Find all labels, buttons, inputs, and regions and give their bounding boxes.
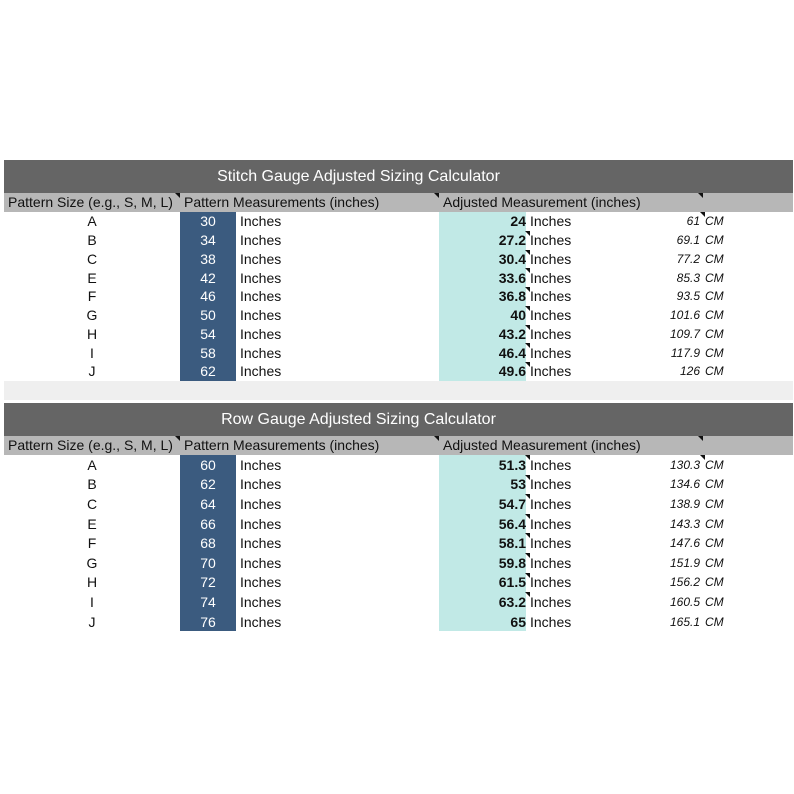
table-row <box>4 250 793 269</box>
adjusted-measurement-cell[interactable] <box>439 533 526 553</box>
table-row <box>4 325 793 344</box>
note-marker-icon <box>698 193 703 198</box>
centimeter-unit-cell[interactable]: CM <box>705 214 724 229</box>
adjusted-value: 53 <box>510 476 526 493</box>
adjusted-value: 24 <box>510 213 526 230</box>
pattern-unit-cell[interactable]: Inches <box>240 269 282 286</box>
centimeter-value-cell[interactable] <box>604 533 700 553</box>
adjusted-measurement-cell[interactable] <box>439 514 526 534</box>
cm-value: 151.9 <box>669 555 700 570</box>
adjusted-unit-cell[interactable]: Inches <box>530 515 572 532</box>
pattern-unit-cell[interactable]: Inches <box>240 344 282 361</box>
pattern-measurement-cell[interactable]: 46 <box>180 287 236 306</box>
adjusted-unit-cell[interactable]: Inches <box>530 593 572 610</box>
adjusted-unit-cell[interactable]: Inches <box>530 232 572 249</box>
pattern-unit-cell[interactable]: Inches <box>240 325 282 342</box>
adjusted-measurement-cell[interactable] <box>439 475 526 495</box>
table-row <box>4 612 793 632</box>
centimeter-unit-cell[interactable]: CM <box>705 289 724 304</box>
adjusted-measurement-cell[interactable] <box>439 612 526 632</box>
table-row <box>4 455 793 475</box>
table-row <box>4 494 793 514</box>
adjusted-value: 58.1 <box>498 535 526 552</box>
centimeter-unit-cell[interactable]: CM <box>705 251 724 266</box>
centimeter-unit-cell[interactable]: CM <box>705 364 724 379</box>
pattern-unit-cell[interactable]: Inches <box>240 288 282 305</box>
centimeter-value-cell[interactable] <box>604 343 700 362</box>
cm-value: 138.9 <box>669 496 700 511</box>
adjusted-measurement-cell[interactable] <box>439 287 526 306</box>
pattern-unit-cell[interactable]: Inches <box>240 515 282 532</box>
centimeter-unit-cell[interactable]: CM <box>705 496 724 511</box>
cm-value: 134.6 <box>669 477 700 492</box>
centimeter-value-cell[interactable] <box>604 592 700 612</box>
centimeter-unit-cell[interactable]: CM <box>705 326 724 341</box>
pattern-measurement-cell[interactable]: 34 <box>180 231 236 250</box>
pattern-measurement-cell[interactable]: 50 <box>180 306 236 325</box>
adjusted-value: 30.4 <box>498 250 526 267</box>
adjusted-measurement-cell[interactable] <box>439 212 526 231</box>
cm-value: 143.3 <box>669 516 700 531</box>
adjusted-unit-cell[interactable]: Inches <box>530 495 572 512</box>
column-header-row <box>4 436 793 455</box>
pattern-unit-cell[interactable]: Inches <box>240 574 282 591</box>
size-cell[interactable]: C <box>86 250 98 267</box>
header-pattern-size[interactable]: Pattern Size (e.g., S, M, L) <box>8 194 173 210</box>
size-cell[interactable]: C <box>86 495 98 512</box>
note-marker-icon <box>175 193 180 198</box>
header-adjusted-measurement[interactable]: Adjusted Measurement (inches) <box>443 194 641 210</box>
size-cell[interactable]: J <box>88 363 96 380</box>
centimeter-unit-cell[interactable]: CM <box>705 233 724 248</box>
table-row <box>4 533 793 553</box>
pattern-unit-cell[interactable]: Inches <box>240 232 282 249</box>
table-row <box>4 268 793 287</box>
cm-value: 109.7 <box>669 326 700 341</box>
centimeter-unit-cell[interactable]: CM <box>705 614 724 629</box>
pattern-unit-cell[interactable]: Inches <box>240 363 282 380</box>
centimeter-value-cell[interactable] <box>604 455 700 475</box>
pattern-measurement-cell[interactable]: 54 <box>180 325 236 344</box>
centimeter-unit-cell[interactable]: CM <box>705 345 724 360</box>
centimeter-unit-cell[interactable]: CM <box>705 536 724 551</box>
centimeter-value-cell[interactable] <box>604 250 700 269</box>
adjusted-unit-cell[interactable]: Inches <box>530 456 572 473</box>
pattern-unit-cell[interactable]: Inches <box>240 476 282 493</box>
size-cell[interactable]: I <box>90 344 94 361</box>
table-row <box>4 212 793 231</box>
adjusted-value: 46.4 <box>498 344 526 361</box>
pattern-measurement-cell[interactable]: 60 <box>180 455 236 475</box>
table-row <box>4 287 793 306</box>
pattern-unit-cell[interactable]: Inches <box>240 535 282 552</box>
centimeter-unit-cell[interactable]: CM <box>705 594 724 609</box>
size-cell[interactable]: A <box>87 213 97 230</box>
header-adjusted-measurement[interactable]: Adjusted Measurement (inches) <box>443 437 641 453</box>
pattern-measurement-cell[interactable]: 30 <box>180 212 236 231</box>
cm-value: 130.3 <box>669 457 700 472</box>
adjusted-unit-cell[interactable]: Inches <box>530 574 572 591</box>
cm-value: 126 <box>679 364 700 379</box>
data-rows <box>4 212 793 381</box>
table-row <box>4 231 793 250</box>
pattern-measurement-cell[interactable]: 42 <box>180 268 236 287</box>
column-header-row <box>4 193 793 212</box>
adjusted-measurement-cell[interactable] <box>439 362 526 381</box>
data-rows <box>4 455 793 631</box>
cm-value: 85.3 <box>676 270 700 285</box>
cm-value: 69.1 <box>676 233 700 248</box>
centimeter-value-cell[interactable] <box>604 306 700 325</box>
adjusted-value: 54.7 <box>498 495 526 512</box>
adjusted-value: 56.4 <box>498 515 526 532</box>
size-cell[interactable]: B <box>87 232 97 249</box>
header-pattern-measurements[interactable]: Pattern Measurements (inches) <box>184 437 380 453</box>
size-cell[interactable]: F <box>87 535 97 552</box>
pattern-measurement-cell[interactable]: 62 <box>180 362 236 381</box>
adjusted-unit-cell[interactable]: Inches <box>530 613 572 630</box>
centimeter-unit-cell[interactable]: CM <box>705 457 724 472</box>
pattern-measurement-cell[interactable]: 68 <box>180 533 236 553</box>
pattern-measurement-cell[interactable]: 74 <box>180 592 236 612</box>
adjusted-measurement-cell[interactable] <box>439 553 526 573</box>
adjusted-measurement-cell[interactable] <box>439 306 526 325</box>
adjusted-measurement-cell[interactable] <box>439 231 526 250</box>
size-cell[interactable]: E <box>87 269 97 286</box>
table-row <box>4 343 793 362</box>
centimeter-value-cell[interactable] <box>604 494 700 514</box>
size-cell[interactable]: B <box>87 476 97 493</box>
adjusted-value: 40 <box>510 307 526 324</box>
adjusted-value: 51.3 <box>498 456 526 473</box>
cm-value: 160.5 <box>669 594 700 609</box>
size-cell[interactable]: E <box>87 515 97 532</box>
centimeter-unit-cell[interactable]: CM <box>705 575 724 590</box>
row-gauge-calculator <box>4 403 793 631</box>
pattern-measurement-cell[interactable]: 70 <box>180 553 236 573</box>
adjusted-unit-cell[interactable]: Inches <box>530 363 572 380</box>
adjusted-measurement-cell[interactable] <box>439 343 526 362</box>
header-pattern-measurements[interactable]: Pattern Measurements (inches) <box>184 194 380 210</box>
adjusted-unit-cell[interactable]: Inches <box>530 250 572 267</box>
adjusted-value: 61.5 <box>498 574 526 591</box>
centimeter-value-cell[interactable] <box>604 212 700 231</box>
size-cell[interactable]: G <box>86 554 98 571</box>
calculator-title: Row Gauge Adjusted Sizing Calculator <box>4 403 793 436</box>
pattern-unit-cell[interactable]: Inches <box>240 593 282 610</box>
centimeter-value-cell[interactable] <box>604 268 700 287</box>
table-row <box>4 306 793 325</box>
pattern-measurement-cell[interactable]: 58 <box>180 343 236 362</box>
cm-value: 77.2 <box>676 251 700 266</box>
size-cell[interactable]: G <box>86 307 98 324</box>
adjusted-unit-cell[interactable]: Inches <box>530 535 572 552</box>
centimeter-value-cell[interactable] <box>604 612 700 632</box>
centimeter-value-cell[interactable] <box>604 553 700 573</box>
adjusted-value: 49.6 <box>498 363 526 380</box>
adjusted-unit-cell[interactable]: Inches <box>530 344 572 361</box>
adjusted-measurement-cell[interactable] <box>439 494 526 514</box>
adjusted-value: 33.6 <box>498 269 526 286</box>
centimeter-unit-cell[interactable]: CM <box>705 516 724 531</box>
adjusted-measurement-cell[interactable] <box>439 592 526 612</box>
pattern-unit-cell[interactable]: Inches <box>240 554 282 571</box>
pattern-measurement-cell[interactable]: 66 <box>180 514 236 534</box>
size-cell[interactable]: A <box>87 456 97 473</box>
adjusted-unit-cell[interactable]: Inches <box>530 288 572 305</box>
table-row <box>4 475 793 495</box>
cm-value: 101.6 <box>669 308 700 323</box>
adjusted-unit-cell[interactable]: Inches <box>530 307 572 324</box>
cm-value: 156.2 <box>669 575 700 590</box>
centimeter-value-cell[interactable] <box>604 287 700 306</box>
pattern-measurement-cell[interactable]: 38 <box>180 250 236 269</box>
centimeter-unit-cell[interactable]: CM <box>705 477 724 492</box>
adjusted-unit-cell[interactable]: Inches <box>530 213 572 230</box>
pattern-unit-cell[interactable]: Inches <box>240 250 282 267</box>
size-cell[interactable]: F <box>87 288 97 305</box>
adjusted-unit-cell[interactable]: Inches <box>530 325 572 342</box>
table-row <box>4 553 793 573</box>
adjusted-unit-cell[interactable]: Inches <box>530 269 572 286</box>
adjusted-measurement-cell[interactable] <box>439 325 526 344</box>
pattern-unit-cell[interactable]: Inches <box>240 307 282 324</box>
calculator-title: Stitch Gauge Adjusted Sizing Calculator <box>4 160 793 193</box>
adjusted-value: 63.2 <box>498 593 526 610</box>
adjusted-value: 65 <box>510 613 526 630</box>
centimeter-unit-cell[interactable]: CM <box>705 555 724 570</box>
centimeter-value-cell[interactable] <box>604 573 700 593</box>
centimeter-unit-cell[interactable]: CM <box>705 270 724 285</box>
adjusted-measurement-cell[interactable] <box>439 250 526 269</box>
table-row <box>4 514 793 534</box>
adjusted-value: 43.2 <box>498 325 526 342</box>
cm-value: 61 <box>686 214 700 229</box>
size-cell[interactable]: J <box>88 613 96 630</box>
size-cell[interactable]: H <box>86 574 98 591</box>
pattern-unit-cell[interactable]: Inches <box>240 613 282 630</box>
size-cell[interactable]: I <box>90 593 94 610</box>
cm-value: 147.6 <box>669 536 700 551</box>
pattern-unit-cell[interactable]: Inches <box>240 456 282 473</box>
table-row <box>4 592 793 612</box>
note-marker-icon <box>698 436 703 441</box>
adjusted-measurement-cell[interactable] <box>439 268 526 287</box>
cm-value: 93.5 <box>676 289 700 304</box>
adjusted-measurement-cell[interactable] <box>439 573 526 593</box>
table-row <box>4 573 793 593</box>
pattern-unit-cell[interactable]: Inches <box>240 495 282 512</box>
pattern-measurement-cell[interactable]: 72 <box>180 573 236 593</box>
sheet-gap <box>4 381 793 400</box>
stitch-gauge-calculator <box>4 160 793 381</box>
adjusted-unit-cell[interactable]: Inches <box>530 554 572 571</box>
pattern-measurement-cell[interactable]: 62 <box>180 475 236 495</box>
pattern-measurement-cell[interactable]: 64 <box>180 494 236 514</box>
note-marker-icon <box>434 436 439 441</box>
note-marker-icon <box>434 193 439 198</box>
adjusted-value: 27.2 <box>498 232 526 249</box>
centimeter-unit-cell[interactable]: CM <box>705 308 724 323</box>
cm-value: 117.9 <box>670 345 700 360</box>
adjusted-unit-cell[interactable]: Inches <box>530 476 572 493</box>
adjusted-value: 59.8 <box>498 554 526 571</box>
size-cell[interactable]: H <box>86 325 98 342</box>
cm-value: 165.1 <box>669 614 700 629</box>
header-pattern-size[interactable]: Pattern Size (e.g., S, M, L) <box>8 437 173 453</box>
centimeter-value-cell[interactable] <box>604 325 700 344</box>
note-marker-icon <box>175 436 180 441</box>
table-row <box>4 362 793 381</box>
centimeter-value-cell[interactable] <box>604 475 700 495</box>
pattern-unit-cell[interactable]: Inches <box>240 213 282 230</box>
adjusted-value: 36.8 <box>498 288 526 305</box>
centimeter-value-cell[interactable] <box>604 231 700 250</box>
centimeter-value-cell[interactable] <box>604 362 700 381</box>
centimeter-value-cell[interactable] <box>604 514 700 534</box>
adjusted-measurement-cell[interactable] <box>439 455 526 475</box>
pattern-measurement-cell[interactable]: 76 <box>180 612 236 632</box>
